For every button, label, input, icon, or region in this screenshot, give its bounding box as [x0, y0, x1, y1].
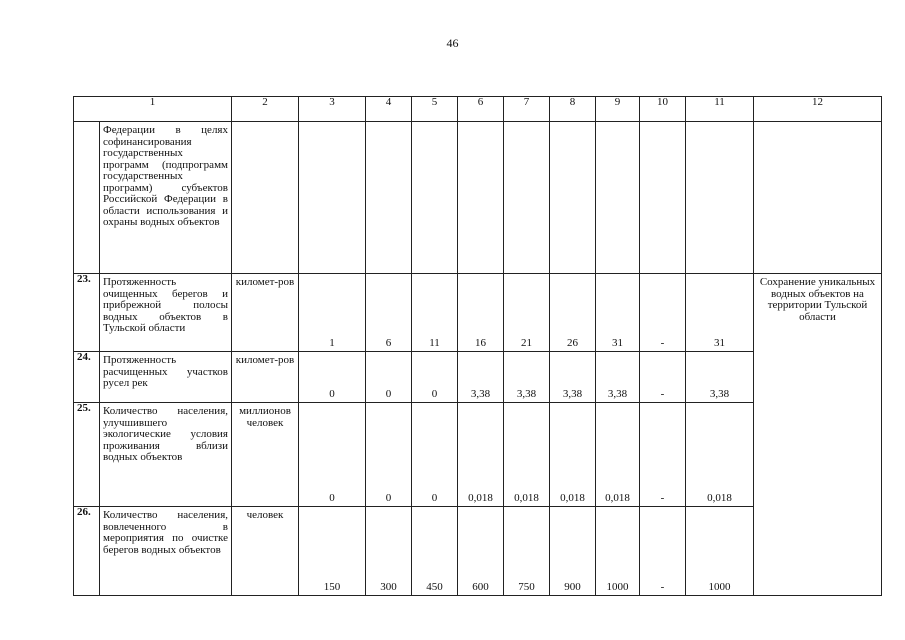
value-cell: 3,38: [504, 352, 550, 403]
indicator-name: Протяженность расчищенных участков русел рек: [100, 352, 232, 403]
row-number: 23.: [74, 274, 100, 352]
value-cell: 1: [299, 274, 366, 352]
value-cell: 3,38: [686, 352, 754, 403]
value-cell: 0,018: [596, 403, 640, 507]
value-cell: 3,38: [596, 352, 640, 403]
header-col-12: 12: [754, 97, 882, 122]
row-number-cell: [74, 122, 100, 274]
value-cell: 3,38: [458, 352, 504, 403]
value-cell: 3,38: [550, 352, 596, 403]
indicator-unit: километ-ров: [232, 352, 299, 403]
indicator-unit: человек: [232, 507, 299, 596]
continuation-text: Федерации в целях софинансирования государственных программ (подпрограмм государственных программ) субъектов Российской Федерации в области использования и охраны водных объектов: [103, 124, 228, 228]
value-cell: -: [640, 352, 686, 403]
indicator-unit: километ-ров: [232, 274, 299, 352]
value-cell: 11: [412, 274, 458, 352]
value-cell: 6: [366, 274, 412, 352]
value-cell: 0,018: [686, 403, 754, 507]
table-row-23: [74, 274, 882, 352]
header-col-9: 9: [596, 97, 640, 122]
indicator-name: Количество населения, улучшившего экологические условия проживания вблизи водных объектов: [100, 403, 232, 507]
value-cell: 300: [366, 507, 412, 596]
goal-note: Сохранение уникальных водных объектов на территории Тульской области: [759, 276, 876, 323]
value-cell: 0: [366, 403, 412, 507]
indicator-name: Количество населения, вовлеченного в мероприятия по очистке берегов водных объектов: [100, 507, 232, 596]
value-cell: 0: [412, 403, 458, 507]
value-cell: 0,018: [504, 403, 550, 507]
value-cell: -: [640, 403, 686, 507]
row-number: 25.: [74, 403, 100, 507]
row-number: 26.: [74, 507, 100, 596]
value-cell: 600: [458, 507, 504, 596]
header-col-3: 3: [299, 97, 366, 122]
header-col-8: 8: [550, 97, 596, 122]
value-cell: 26: [550, 274, 596, 352]
row-number: 24.: [74, 352, 100, 403]
indicator-name-cell: [100, 122, 232, 274]
table-row-continuation: [74, 122, 882, 274]
page-number: 46: [446, 36, 459, 50]
goal-note-cell: [754, 274, 882, 596]
header-col-11: 11: [686, 97, 754, 122]
indicators-table: [73, 96, 882, 596]
value-cell: 16: [458, 274, 504, 352]
value-cell: 0,018: [458, 403, 504, 507]
value-cell: 1000: [596, 507, 640, 596]
header-col-7: 7: [504, 97, 550, 122]
value-cell: 0,018: [550, 403, 596, 507]
value-cell: 31: [596, 274, 640, 352]
value-cell: 0: [412, 352, 458, 403]
header-col-4: 4: [366, 97, 412, 122]
value-cell: 750: [504, 507, 550, 596]
header-col-6: 6: [458, 97, 504, 122]
header-col-5: 5: [412, 97, 458, 122]
value-cell: 0: [299, 403, 366, 507]
table-header-row: [74, 97, 882, 122]
value-cell: 0: [366, 352, 412, 403]
value-cell: 150: [299, 507, 366, 596]
value-cell: 31: [686, 274, 754, 352]
header-col-10: 10: [640, 97, 686, 122]
indicator-name: Протяженность очищенных берегов и прибрежной полосы водных объектов в Тульской области: [100, 274, 232, 352]
value-cell: 1000: [686, 507, 754, 596]
value-cell: 0: [299, 352, 366, 403]
value-cell: -: [640, 507, 686, 596]
header-col-2: 2: [232, 97, 299, 122]
indicator-unit: миллионов человек: [232, 403, 299, 507]
value-cell: 450: [412, 507, 458, 596]
value-cell: -: [640, 274, 686, 352]
value-cell: 900: [550, 507, 596, 596]
value-cell: 21: [504, 274, 550, 352]
header-col-1: 1: [74, 97, 232, 122]
